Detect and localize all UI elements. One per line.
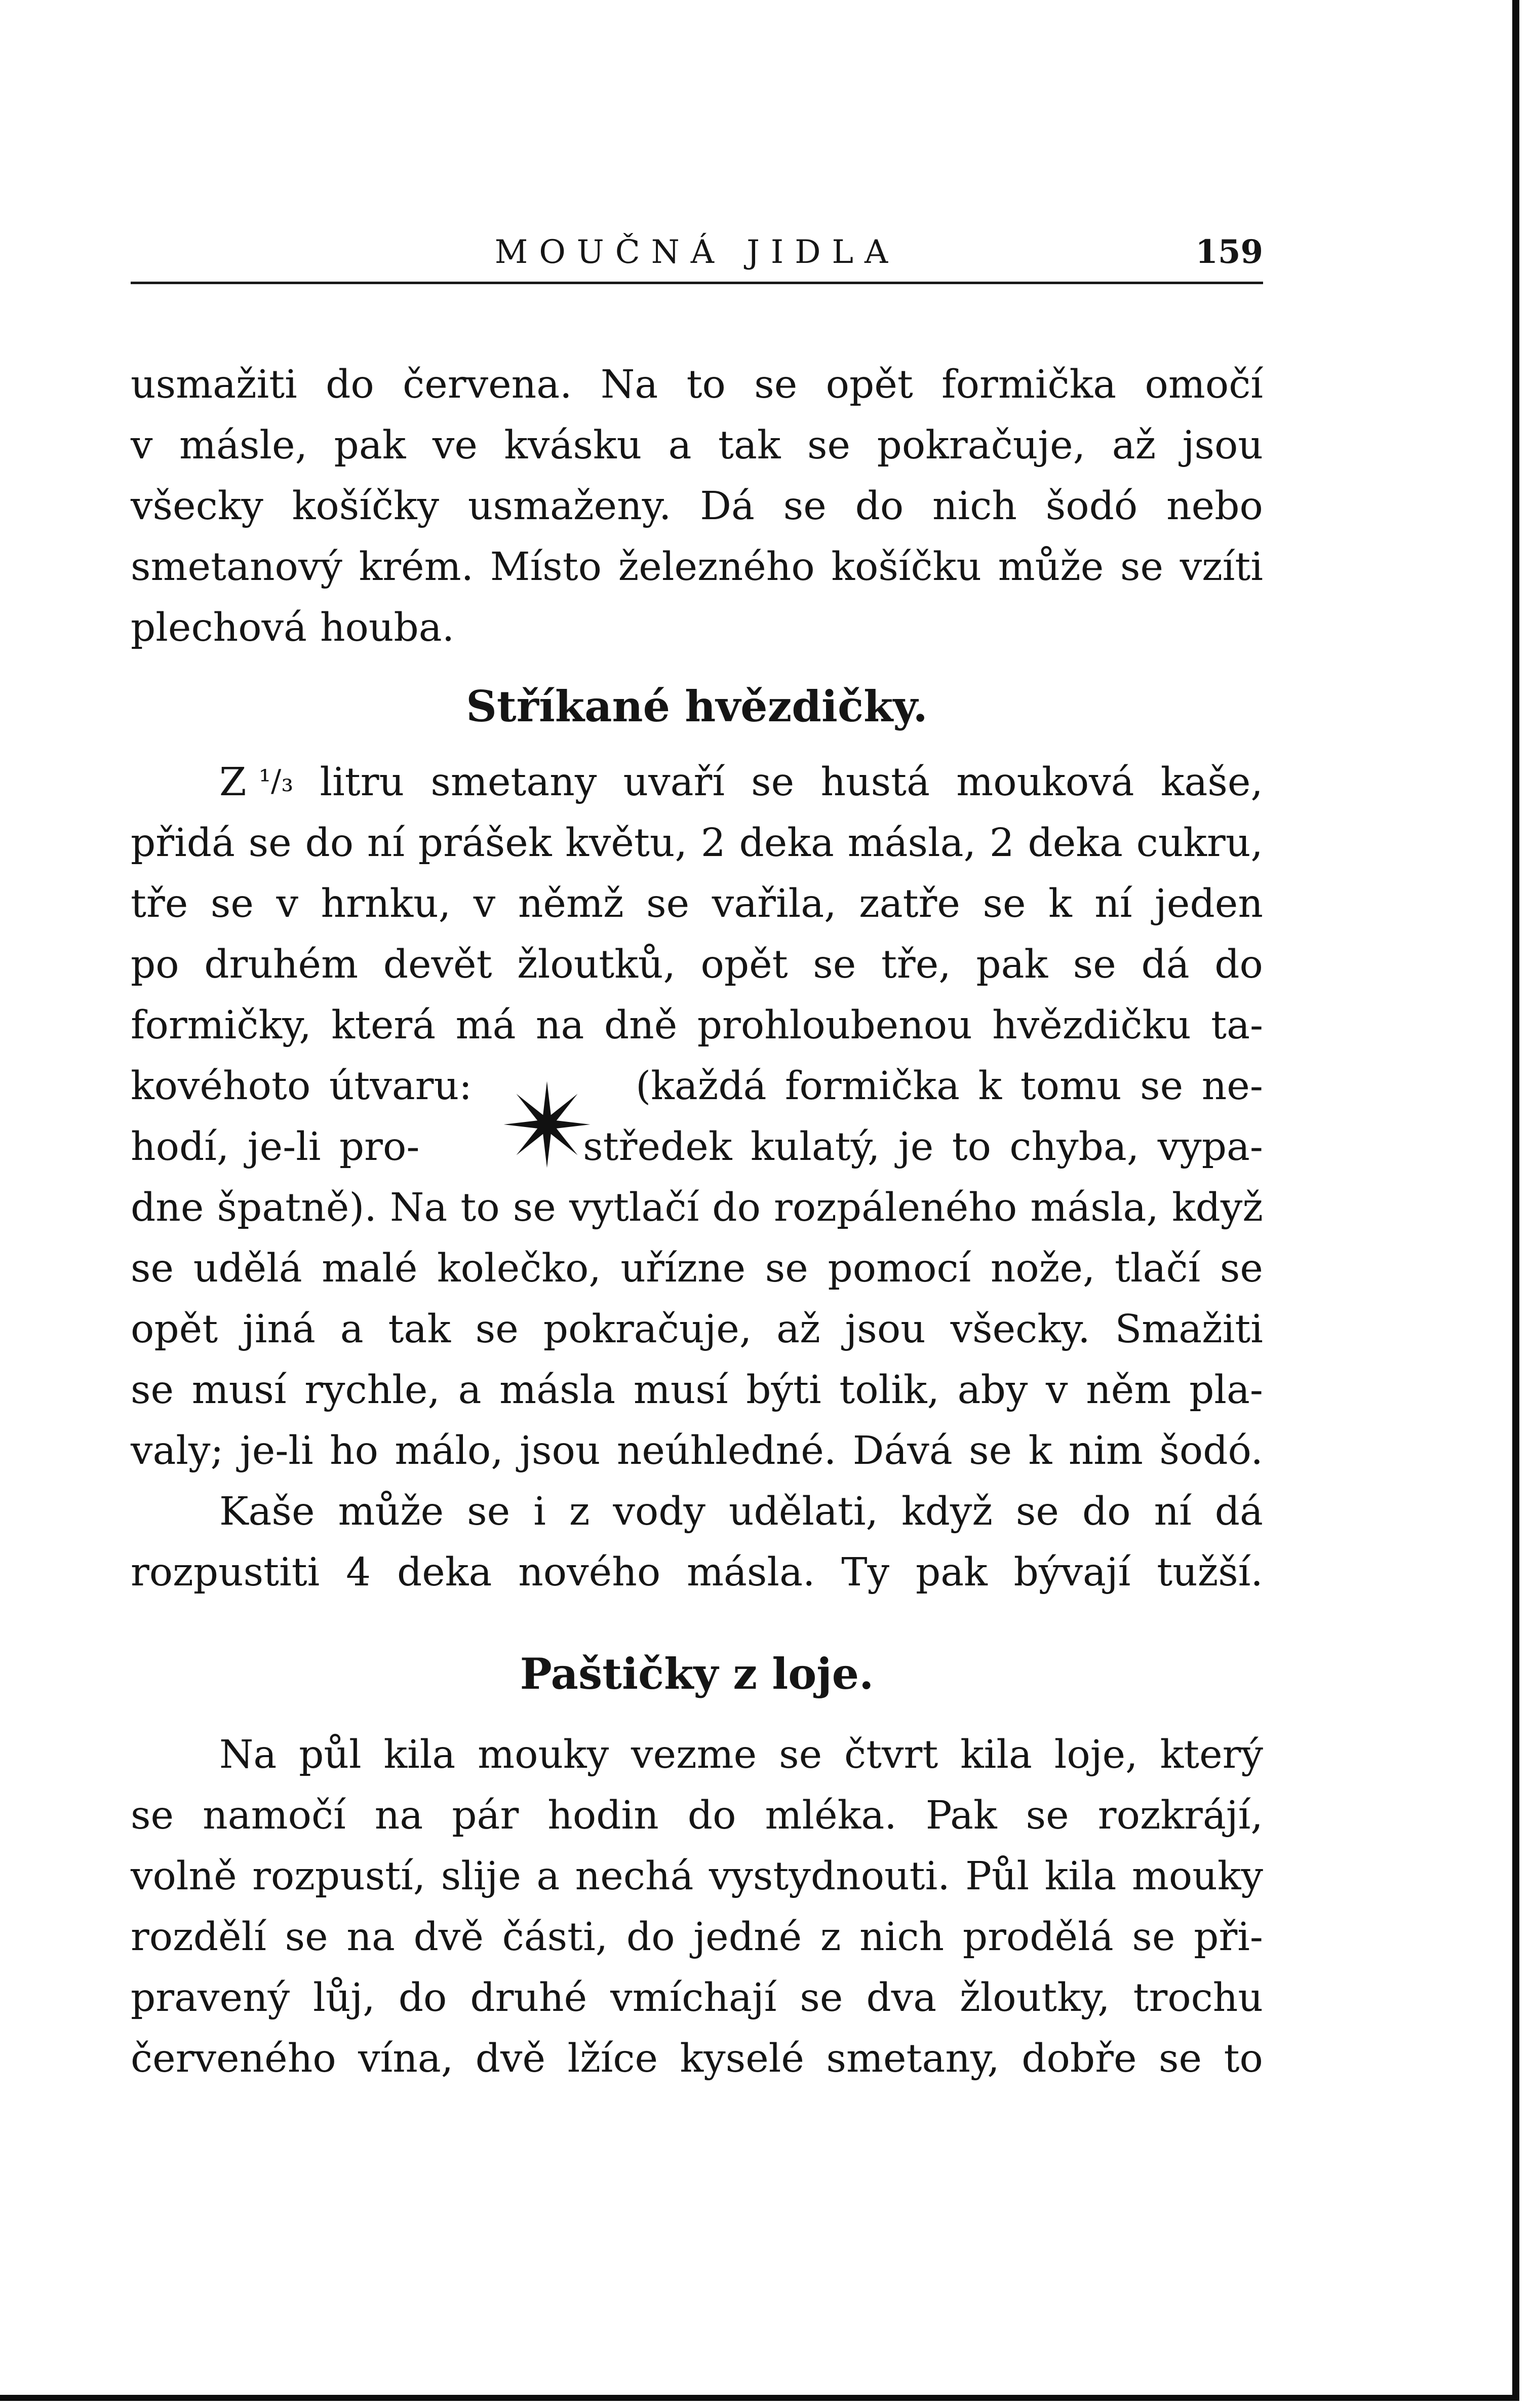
word: ní <box>1154 1489 1192 1534</box>
word: tomu <box>1020 1064 1122 1109</box>
word: smetany, <box>826 2036 1000 2081</box>
word: hodí, <box>131 1124 229 1170</box>
word: rozkrájí, <box>1097 1793 1263 1838</box>
word: se <box>751 760 795 805</box>
word: prohloubenou <box>697 1003 972 1048</box>
word: másla. <box>687 1550 815 1595</box>
word: košíčku <box>831 545 981 590</box>
word: do <box>1214 942 1263 987</box>
word: kila <box>1044 1854 1117 1899</box>
word: formička <box>941 362 1117 407</box>
word: k <box>978 1064 1002 1109</box>
word: dně <box>604 1003 678 1048</box>
word: tře <box>131 881 188 926</box>
word: houba. <box>320 605 455 650</box>
word: slije <box>441 1854 521 1899</box>
word: útvaru: <box>329 1064 473 1109</box>
word: dne <box>131 1185 204 1230</box>
word: pravený <box>131 1975 290 2021</box>
text-line <box>131 813 1263 874</box>
word: je <box>898 1124 934 1170</box>
text-line <box>131 1178 1263 1238</box>
word: mouková <box>956 760 1134 805</box>
word: deka <box>397 1550 492 1595</box>
word: opět <box>131 1307 218 1352</box>
word: to <box>686 362 726 407</box>
word: se <box>983 881 1026 926</box>
word: pro- <box>339 1124 420 1170</box>
word: Ty <box>841 1550 890 1595</box>
word: dá <box>1141 942 1190 987</box>
word: se <box>1132 1915 1175 1960</box>
word: hustá <box>820 760 930 805</box>
word: másla <box>499 1368 616 1413</box>
word: se <box>779 1732 822 1777</box>
word: špatně). <box>217 1185 377 1230</box>
word: valy; <box>131 1428 224 1473</box>
word: dvě <box>413 1915 484 1960</box>
text-line <box>131 1299 1263 1360</box>
word: červena. <box>403 362 572 407</box>
text-line <box>131 1238 1263 1299</box>
word: se <box>765 1246 808 1291</box>
word: se <box>248 821 292 866</box>
word: až <box>1112 423 1156 468</box>
word: se <box>800 1975 843 2021</box>
word: namočí <box>203 1793 346 1838</box>
word: formička <box>785 1064 960 1109</box>
text-line <box>131 415 1263 476</box>
word: vína, <box>358 2036 454 2081</box>
word: bývají <box>1013 1550 1131 1595</box>
word: nechá <box>575 1854 694 1899</box>
word: se <box>646 881 690 926</box>
word: do <box>626 1915 675 1960</box>
word: jsou <box>1182 423 1263 468</box>
word: tolik, <box>839 1368 939 1413</box>
word: mléka. <box>765 1793 897 1838</box>
word: středek <box>583 1124 732 1170</box>
word: mouky <box>478 1732 609 1777</box>
word: se <box>1120 545 1164 590</box>
text-line <box>131 1846 1263 1907</box>
word: z <box>820 1915 841 1960</box>
word: malé <box>322 1246 418 1291</box>
word: jsou <box>845 1307 926 1352</box>
word: omočí <box>1145 362 1263 407</box>
word: do <box>305 821 354 866</box>
word: Půl <box>965 1854 1030 1899</box>
word: to <box>952 1124 991 1170</box>
word: hodin <box>547 1793 659 1838</box>
word: ní <box>367 821 405 866</box>
word: se <box>131 1368 174 1413</box>
word: nim <box>1068 1428 1143 1473</box>
word: při- <box>1194 1915 1263 1960</box>
word: se <box>1140 1064 1184 1109</box>
word: když <box>1171 1185 1263 1230</box>
word: deka <box>739 821 834 866</box>
word: do <box>855 484 904 529</box>
word: rozdělí <box>131 1915 266 1960</box>
word: se <box>969 1428 1012 1473</box>
text-line <box>131 752 1263 813</box>
word: trochu <box>1133 1975 1263 2021</box>
word: až <box>776 1307 820 1352</box>
word: nich <box>932 484 1017 529</box>
word: jedné <box>693 1915 802 1960</box>
word: něm <box>1086 1368 1171 1413</box>
word: kaše, <box>1160 760 1263 805</box>
word: v <box>473 881 496 926</box>
word: volně <box>131 1854 237 1899</box>
word: kulatý, <box>750 1124 880 1170</box>
word: kovéhoto <box>131 1064 311 1109</box>
word: části, <box>502 1915 608 1960</box>
word: dobře <box>1022 2036 1137 2081</box>
word: vytlačí <box>569 1185 699 1230</box>
word: do <box>1082 1489 1131 1534</box>
word: může <box>338 1489 444 1534</box>
word: vystydnouti. <box>709 1854 950 1899</box>
text-line <box>131 537 1263 598</box>
word: málo, <box>395 1428 503 1473</box>
text-line <box>131 1725 1263 1785</box>
text-line <box>131 1421 1263 1482</box>
text-line <box>131 1968 1263 2029</box>
text-line <box>131 2029 1263 2089</box>
word: jeden <box>1155 881 1263 926</box>
word: do <box>712 1185 761 1230</box>
word: se <box>467 1489 510 1534</box>
word: usmaženy. <box>467 484 672 529</box>
word: dvě <box>475 2036 546 2081</box>
word: aby <box>957 1368 1028 1413</box>
word: ne- <box>1201 1064 1263 1109</box>
word: musí <box>633 1368 728 1413</box>
recipe-heading: Paštičky z loje. <box>520 1649 874 1699</box>
page-body <box>131 355 1263 2089</box>
word: se <box>813 942 856 987</box>
word: neúhledné. <box>616 1428 837 1473</box>
paragraph-continued <box>131 355 1263 658</box>
word: rozpáleného <box>774 1185 1017 1230</box>
text-line <box>131 1907 1263 1968</box>
word: jsou <box>520 1428 601 1473</box>
word: se <box>1015 1489 1059 1534</box>
word: nože, <box>990 1246 1095 1291</box>
word: Z ¹/₃ <box>219 760 294 805</box>
running-header <box>131 233 1263 284</box>
word: v <box>1046 1368 1068 1413</box>
text-line <box>131 935 1263 995</box>
word: se <box>475 1307 519 1352</box>
word: ní <box>1094 881 1132 926</box>
word: jiná <box>242 1307 316 1352</box>
word: tak <box>718 423 781 468</box>
word: se <box>1026 1793 1069 1838</box>
word: vmíchají <box>610 1975 777 2021</box>
word: a <box>668 423 692 468</box>
word: tak <box>388 1307 451 1352</box>
word: lžíce <box>567 2036 658 2081</box>
word: pomocí <box>828 1246 971 1291</box>
word: nebo <box>1166 484 1263 529</box>
word: devět <box>383 942 492 987</box>
word: opět <box>826 362 913 407</box>
word: másla, <box>847 821 976 866</box>
word: kyselé <box>680 2036 804 2081</box>
word: vezme <box>631 1732 757 1777</box>
word: (každá <box>636 1064 767 1109</box>
word: která <box>331 1003 436 1048</box>
word: vody <box>613 1489 705 1534</box>
word: na <box>374 1793 423 1838</box>
word: loje, <box>1054 1732 1138 1777</box>
text-line <box>131 476 1263 537</box>
recipe-text <box>131 1725 1263 2089</box>
word: červeného <box>131 2036 336 2081</box>
text-line <box>131 355 1263 415</box>
word: lůj, <box>313 1975 375 2021</box>
word: čtvrt <box>844 1732 938 1777</box>
word: rozpustiti <box>131 1550 320 1595</box>
word: se <box>513 1185 556 1230</box>
word: pla- <box>1189 1368 1263 1413</box>
word: a <box>340 1307 364 1352</box>
word: másle, <box>179 423 308 468</box>
recipe-heading: Stříkané hvězdičky. <box>466 681 928 731</box>
word: do <box>326 362 374 407</box>
word: který <box>1160 1732 1263 1777</box>
word: pak <box>976 942 1048 987</box>
text-line <box>131 598 1263 658</box>
word: má <box>455 1003 516 1048</box>
word: litru <box>320 760 405 805</box>
word: Místo <box>490 545 602 590</box>
word: se <box>783 484 827 529</box>
word: nich <box>859 1915 945 1960</box>
word: po <box>131 942 179 987</box>
word: 4 <box>346 1550 371 1595</box>
word: tlačí <box>1115 1246 1201 1291</box>
word: němž <box>518 881 624 926</box>
word: všecky <box>131 484 263 529</box>
word: v <box>276 881 298 926</box>
word: deka <box>1028 821 1123 866</box>
word: Dá <box>700 484 755 529</box>
word: se <box>1220 1246 1263 1291</box>
word: se <box>131 1793 174 1838</box>
word: vzíti <box>1180 545 1263 590</box>
word: košíčky <box>292 484 440 529</box>
word: býti <box>746 1368 821 1413</box>
word: dá <box>1214 1489 1263 1534</box>
word: udělá <box>193 1246 302 1291</box>
word: k <box>1048 881 1072 926</box>
word: rychle, <box>304 1368 440 1413</box>
word: pokračuje, <box>543 1307 752 1352</box>
word: másla, <box>1030 1185 1159 1230</box>
word: prášek <box>418 821 552 866</box>
word: chyba, <box>1009 1124 1140 1170</box>
word: do <box>687 1793 736 1838</box>
word: pak <box>915 1550 988 1595</box>
word: opět <box>700 942 788 987</box>
word: se <box>285 1915 328 1960</box>
word: pár <box>452 1793 519 1838</box>
word: zatře <box>859 881 960 926</box>
word: z <box>569 1489 590 1534</box>
word: to <box>1224 2036 1263 2081</box>
word: pokračuje, <box>877 423 1086 468</box>
word: kvásku <box>504 423 642 468</box>
text-line <box>131 1056 1263 1117</box>
word: musí <box>191 1368 287 1413</box>
word: když <box>901 1489 993 1534</box>
word: prodělá <box>962 1915 1114 1960</box>
word: se <box>1073 942 1116 987</box>
word: cukru, <box>1136 821 1263 866</box>
word: i <box>533 1489 546 1534</box>
text-line <box>131 1117 1263 1178</box>
word: je-li <box>240 1428 313 1473</box>
word: ta- <box>1211 1003 1263 1048</box>
word: a <box>458 1368 482 1413</box>
word: může <box>998 545 1104 590</box>
word: do <box>398 1975 447 2021</box>
word: druhé <box>470 1975 587 2021</box>
word: se <box>754 362 798 407</box>
fraction: ¹/₃ <box>259 763 294 799</box>
word: se <box>210 881 254 926</box>
word: na <box>346 1915 395 1960</box>
word: Na <box>389 1185 448 1230</box>
word: krém. <box>359 545 474 590</box>
word: plechová <box>131 605 307 650</box>
page-number: 159 <box>1195 233 1263 271</box>
word: druhém <box>204 942 359 987</box>
word: vařila, <box>712 881 837 926</box>
word: pak <box>334 423 406 468</box>
word: všecky. <box>950 1307 1090 1352</box>
word: Pak <box>925 1793 997 1838</box>
word: v <box>131 423 153 468</box>
word: vypa- <box>1157 1124 1263 1170</box>
word: přidá <box>131 821 235 866</box>
word: železného <box>618 545 815 590</box>
word: formičky, <box>131 1003 311 1048</box>
word: tře, <box>881 942 951 987</box>
word: mouky <box>1131 1854 1263 1899</box>
word: ve <box>432 423 478 468</box>
word: nového <box>518 1550 661 1595</box>
word: 2 <box>700 821 726 866</box>
word: Na <box>600 362 658 407</box>
recipe-text <box>131 752 1263 1603</box>
word: 2 <box>989 821 1014 866</box>
text-line <box>131 874 1263 935</box>
word: se <box>1159 2036 1202 2081</box>
star-mould-icon <box>501 1079 593 1170</box>
word: k <box>1028 1428 1052 1473</box>
header-title: MOUČNÁ JIDLA <box>494 234 899 271</box>
word: je-li <box>247 1124 321 1170</box>
word: kila <box>960 1732 1032 1777</box>
word: dva <box>866 1975 937 2021</box>
word: se <box>807 423 851 468</box>
text-line <box>131 1360 1263 1421</box>
word: usmažiti <box>131 362 297 407</box>
word: na <box>535 1003 584 1048</box>
word: to <box>460 1185 500 1230</box>
word: smetanový <box>131 545 342 590</box>
word: se <box>131 1246 174 1291</box>
text-line <box>131 1785 1263 1846</box>
word: smetany <box>430 760 597 805</box>
word: Smažiti <box>1115 1307 1263 1352</box>
word: uvaří <box>623 760 725 805</box>
word: kila <box>383 1732 456 1777</box>
word: šodó <box>1045 484 1138 529</box>
word: Dává <box>852 1428 953 1473</box>
word: žloutky, <box>960 1975 1110 2021</box>
word: uřízne <box>620 1246 746 1291</box>
word: udělati, <box>728 1489 878 1534</box>
word: hvězdičku <box>992 1003 1191 1048</box>
word: Na <box>219 1732 277 1777</box>
word: kolečko, <box>437 1246 601 1291</box>
word: tužší. <box>1157 1550 1263 1595</box>
word: žloutků, <box>517 942 676 987</box>
word: Kaše <box>219 1489 315 1534</box>
word: hrnku, <box>321 881 451 926</box>
word: půl <box>299 1732 362 1777</box>
text-line <box>131 995 1263 1056</box>
word: květu, <box>565 821 687 866</box>
text-line <box>131 1482 1263 1542</box>
text-line <box>131 1542 1263 1603</box>
word: ho <box>329 1428 378 1473</box>
word: a <box>536 1854 560 1899</box>
word: rozpustí, <box>252 1854 426 1899</box>
word: šodó. <box>1159 1428 1263 1473</box>
